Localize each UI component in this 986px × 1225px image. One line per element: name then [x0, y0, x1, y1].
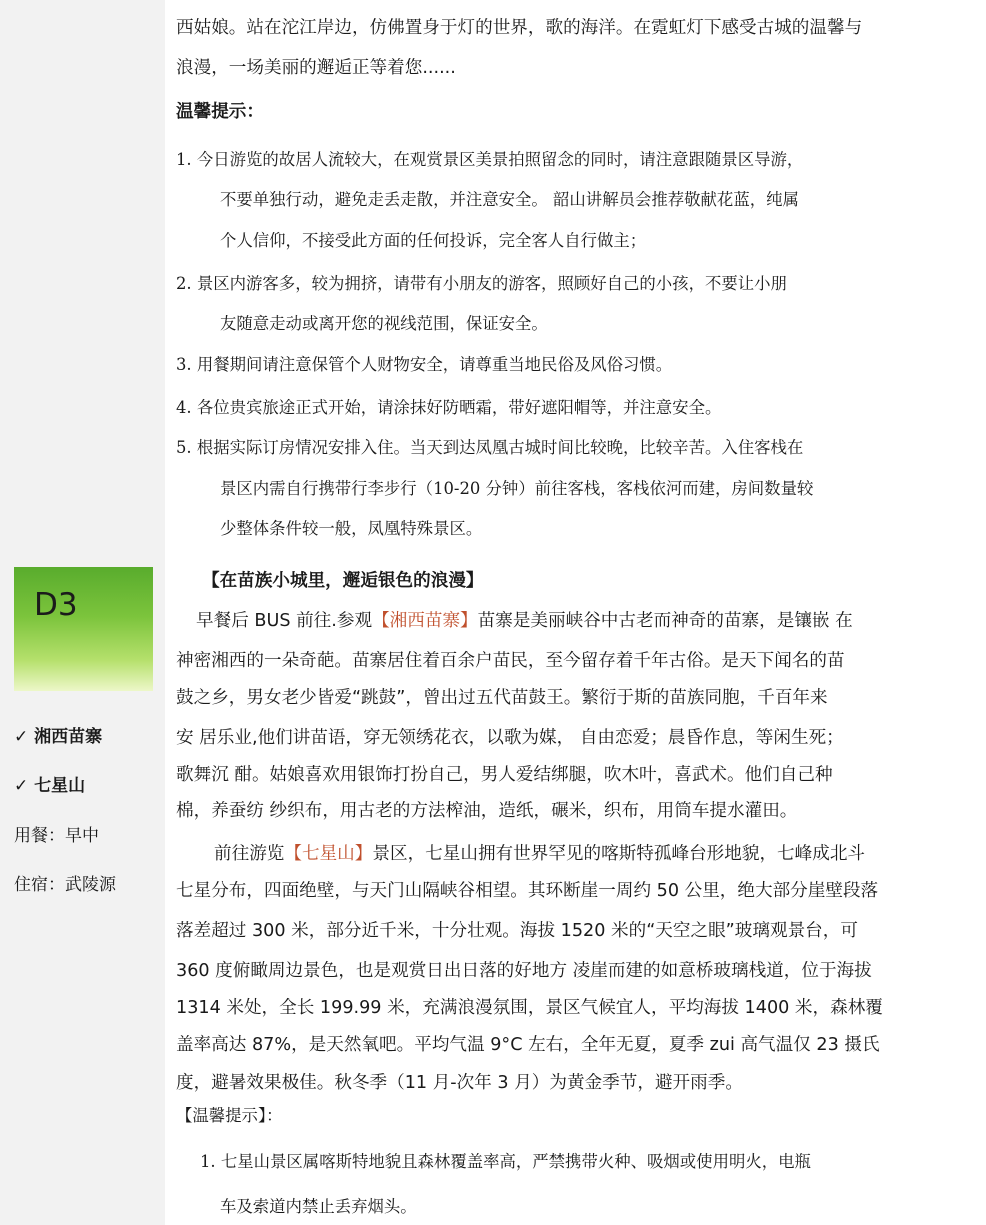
attraction-highlight: 【七星山】 — [284, 844, 373, 864]
paragraph-line: 神密湘西的一朵奇葩。苗寨居住着百余户苗民，至今留存着千年古俗。是天下闻名的苗 — [176, 651, 845, 671]
paragraph-line: 棉，养蚕纺 纱织布，用古老的方法榨油，造纸，碾米，织布，用筒车提水灌田。 — [176, 801, 798, 821]
tips-heading: 温馨提示： — [176, 102, 264, 122]
sidebar — [0, 0, 165, 1225]
text-run: 景区，七星山拥有世界罕见的喀斯特孤峰台形地貌，七峰成北斗 — [372, 844, 866, 864]
paragraph-line: 鼓之乡，男女老少皆爱“跳鼓”，曾出过五代苗鼓王。繁衍于斯的苗族同胞，千百年来 — [176, 688, 828, 708]
paragraph-line: 1314 米处，全长 199.99 米，充满浪漫氛围，景区气候宜人，平均海拔 1400 米，森林覆 — [176, 998, 883, 1018]
paragraph-line: 七星分布，四面绝壁，与天门山隔峡谷相望。其环断崖一周约 50 公里，绝大部分崖壁段落 — [176, 881, 879, 901]
sidebar-spot-2: ✓ 七星山 — [14, 776, 86, 796]
tip-line: 1. 七星山景区属喀斯特地貌且森林覆盖率高，严禁携带火种、吸烟或使用明火，电瓶 — [200, 1152, 811, 1171]
paragraph-line — [214, 840, 865, 865]
tip-line: 个人信仰，不接受此方面的任何投诉，完全客人自行做主； — [220, 231, 647, 250]
tip-line: 4. 各位贵宾旅途正式开始，请涂抹好防晒霜，带好遮阳帽等，并注意安全。 — [176, 398, 722, 417]
text-run: 前往游览 — [214, 844, 285, 864]
day-title: 【在苗族小城里，邂逅银色的浪漫】 — [202, 571, 484, 591]
sidebar-lodging: 住宿：武陵源 — [14, 875, 116, 895]
paragraph-line: 安 居乐业,他们讲苗语，穿无领绣花衣，以歌为媒， 自由恋爱；晨昏作息，等闲生死； — [176, 728, 844, 748]
intro-line: 浪漫，一场美丽的邂逅正等着您...... — [176, 58, 456, 78]
tip-line: 车及索道内禁止丢弃烟头。 — [220, 1197, 417, 1216]
paragraph-line: 度，避暑效果极佳。秋冬季（11 月-次年 3 月）为黄金季节，避开雨季。 — [176, 1073, 743, 1093]
tips-heading: 【温馨提示】： — [176, 1106, 283, 1125]
tip-line: 3. 用餐期间请注意保管个人财物安全，请尊重当地民俗及风俗习惯。 — [176, 355, 673, 374]
paragraph-line: 落差超过 300 米，部分近千米，十分壮观。海拔 1520 米的“天空之眼”玻璃观景台，可 — [176, 921, 858, 941]
day-label: D3 — [34, 587, 78, 623]
tip-line: 2. 景区内游客多，较为拥挤，请带有小朋友的游客，照顾好自己的小孩，不要让小朋 — [176, 274, 787, 293]
intro-line: 西姑娘。站在沱江岸边，仿佛置身于灯的世界，歌的海洋。在霓虹灯下感受古城的温馨与 — [176, 18, 863, 38]
text-run: 早餐后 BUS 前往.参观 — [196, 611, 373, 631]
paragraph-line: 歌舞沉 酣。姑娘喜欢用银饰打扮自己，男人爱结绑腿，吹木叶，喜武术。他们自己种 — [176, 765, 833, 785]
tip-line: 1. 今日游览的故居人流较大，在观赏景区美景拍照留念的同时，请注意跟随景区导游， — [176, 150, 804, 169]
tip-line: 不要单独行动，避免走丢走散，并注意安全。 韶山讲解员会推荐敬献花蓝，纯属 — [220, 190, 799, 209]
text-run: 苗寨是美丽峡谷中古老而神奇的苗寨，是镶嵌 在 — [477, 611, 853, 631]
tip-line: 少整体条件较一般，凤凰特殊景区。 — [220, 519, 483, 538]
tip-line: 景区内需自行携带行李步行（10-20 分钟）前往客栈，客栈依河而建，房间数量较 — [220, 479, 814, 498]
paragraph-line — [196, 607, 853, 632]
sidebar-spot-1: ✓ 湘西苗寨 — [14, 727, 103, 747]
paragraph-line: 360 度俯瞰周边景色，也是观赏日出日落的好地方 凌崖而建的如意桥玻璃栈道，位于海拔 — [176, 961, 872, 981]
tip-line: 5. 根据实际订房情况安排入住。当天到达凤凰古城时间比较晚，比较辛苦。入住客栈在 — [176, 438, 804, 457]
paragraph-line: 盖率高达 87%，是天然氧吧。平均气温 9°C 左右，全年无夏，夏季 zui 高气温仅 23 摄氏 — [176, 1035, 880, 1055]
day-badge — [14, 567, 153, 691]
attraction-highlight: 【湘西苗寨】 — [372, 611, 478, 631]
tip-line: 友随意走动或离开您的视线范围，保证安全。 — [220, 314, 548, 333]
sidebar-meal: 用餐：早中 — [14, 826, 99, 846]
